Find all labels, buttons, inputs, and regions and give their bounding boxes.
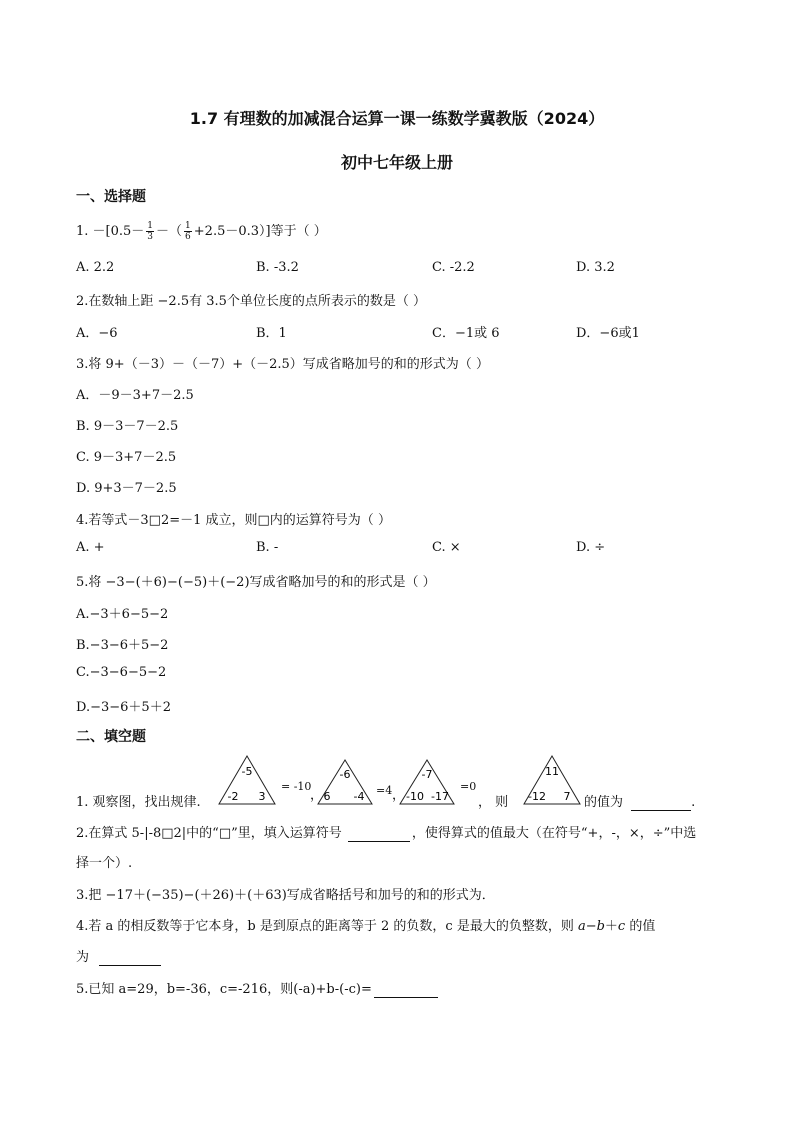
q4-option-c[interactable]: C. × bbox=[432, 540, 461, 555]
q3-option-b[interactable]: B. 9－3－7－2.5 bbox=[76, 419, 179, 434]
fill-4-text: 为 bbox=[76, 950, 90, 965]
triangle-figure-2 bbox=[316, 758, 374, 810]
triangle-4-left: -12 bbox=[528, 790, 546, 803]
q1-option-a[interactable]: A. 2.2 bbox=[76, 260, 115, 275]
triangle-1-top: -5 bbox=[241, 765, 253, 778]
q4-option-b[interactable]: B. - bbox=[256, 540, 279, 555]
triangle-3-right: -17 bbox=[431, 790, 449, 803]
fill-1-sep2: ， bbox=[392, 788, 406, 803]
q3-option-a[interactable]: A．－9－3+7－2.5 bbox=[76, 388, 194, 403]
q1-option-d[interactable]: D. 3.2 bbox=[576, 260, 615, 275]
q2-option-a[interactable]: A．−6 bbox=[76, 326, 118, 341]
q4-option-d[interactable]: D. ÷ bbox=[576, 540, 606, 555]
fill-2-answer-blank[interactable] bbox=[348, 826, 410, 842]
fill-1-suffix-text: 的值为 bbox=[584, 795, 624, 810]
q3-option-c[interactable]: C. 9－3+7－2.5 bbox=[76, 450, 177, 465]
fill-2-line-1 bbox=[76, 822, 696, 842]
q5-option-c[interactable]: C.−3−6−5−2 bbox=[76, 665, 167, 680]
q5-option-a[interactable]: A.−3＋6−5−2 bbox=[76, 607, 169, 622]
question-5: 5.将 −3−(＋6)−(−5)＋(−2)写成省略加号的和的形式是（ ） bbox=[76, 575, 436, 590]
triangle-2-right: -4 bbox=[353, 790, 365, 803]
fill-5-text: 5.已知 a=29，b=-36，c=-216，则(-a)+b-(-c)= bbox=[76, 982, 372, 997]
q1-mid: －（ bbox=[156, 224, 183, 239]
q2-option-c[interactable]: C．−1或 6 bbox=[432, 326, 500, 341]
fill-3: 3.把 −17＋(−35)−(＋26)＋(＋63)写成省略括号和加号的和的形式为． bbox=[76, 888, 495, 903]
fill-4-line-2 bbox=[76, 946, 161, 966]
question-2: 2.在数轴上距 −2.5有 3.5个单位长度的点所表示的数是（ ） bbox=[76, 294, 427, 309]
fill-4-answer-blank[interactable] bbox=[99, 950, 161, 966]
q1-option-b[interactable]: B. -3.2 bbox=[256, 260, 299, 275]
q4-option-a[interactable]: A. + bbox=[76, 540, 105, 555]
triangle-3-left: -10 bbox=[406, 790, 424, 803]
q5-option-d[interactable]: D.−3−6＋5＋2 bbox=[76, 700, 171, 715]
triangle-3-result: =0 bbox=[460, 780, 477, 793]
fill-1-sep1: ， bbox=[310, 788, 324, 803]
fill-1-end: . bbox=[691, 795, 696, 810]
document-title: 1.7 有理数的加减混合运算一课一练数学冀教版（2024） bbox=[189, 109, 605, 128]
fill-2-text-b: ，使得算式的值最大（在符号“+，-，×，÷”中选 bbox=[411, 826, 697, 841]
section-heading-fill: 二、填空题 bbox=[76, 729, 146, 745]
fill-1-then: ， 则 bbox=[478, 795, 509, 810]
question-3: 3.将 9+（－3）－（－7）+（－2.5）写成省略加号的和的形式为（ ） bbox=[76, 357, 489, 372]
triangle-4-right: 7 bbox=[563, 790, 571, 803]
q1-prefix: 1. －[0.5－ bbox=[76, 224, 145, 239]
fill-5 bbox=[76, 978, 438, 998]
q1-suffix: +2.5－0.3）]等于（ ） bbox=[193, 224, 327, 239]
fill-1-answer-blank[interactable] bbox=[631, 795, 691, 811]
question-4: 4.若等式－3□2=－1 成立，则□内的运算符号为（ ） bbox=[76, 513, 391, 528]
fraction-one-third: $\frac{1}{3}$ bbox=[147, 221, 154, 242]
q3-option-d[interactable]: D. 9+3－7－2.5 bbox=[76, 481, 177, 496]
fraction-one-sixth: $\frac{1}{6}$ bbox=[185, 221, 191, 242]
triangle-3-top: -7 bbox=[421, 768, 433, 781]
triangle-figure-3 bbox=[398, 758, 456, 810]
triangle-2-left: 6 bbox=[323, 790, 331, 803]
fill-5-answer-blank[interactable] bbox=[374, 982, 438, 998]
triangle-1-left: -2 bbox=[227, 790, 239, 803]
triangle-2-result: =4 bbox=[376, 784, 393, 797]
section-heading-choice: 一、选择题 bbox=[76, 189, 146, 205]
q1-option-c[interactable]: C. -2.2 bbox=[432, 260, 475, 275]
q5-option-b[interactable]: B.−3−6＋5−2 bbox=[76, 638, 169, 653]
triangle-4-top: 11 bbox=[545, 765, 559, 778]
triangle-2-top: -6 bbox=[339, 768, 351, 781]
question-1 bbox=[76, 220, 327, 242]
triangle-figure-4 bbox=[522, 754, 582, 810]
fill-1-prefix: 1. 观察图，找出规律. bbox=[76, 795, 201, 810]
fill-1-suffix bbox=[584, 791, 695, 811]
fill-2-line-2: 择一个）. bbox=[76, 856, 133, 871]
triangle-1-right: 3 bbox=[258, 790, 266, 803]
document-subtitle: 初中七年级上册 bbox=[340, 153, 453, 172]
q2-option-b[interactable]: B．1 bbox=[256, 326, 287, 341]
fill-2-text-a: 2.在算式 5-|-8□2|中的“□”里，填入运算符号 bbox=[76, 826, 342, 841]
triangle-1-result: = -10 bbox=[281, 780, 312, 793]
q2-option-d[interactable]: D．−6或1 bbox=[576, 326, 640, 341]
triangle-figure-1 bbox=[217, 754, 277, 810]
fill-4-line-1: 4.若 a 的相反数等于它本身，b 是到原点的距离等于 2 的负数，c 是最大的负整数，则 𝑎−𝑏＋𝑐 的值 bbox=[76, 919, 656, 934]
